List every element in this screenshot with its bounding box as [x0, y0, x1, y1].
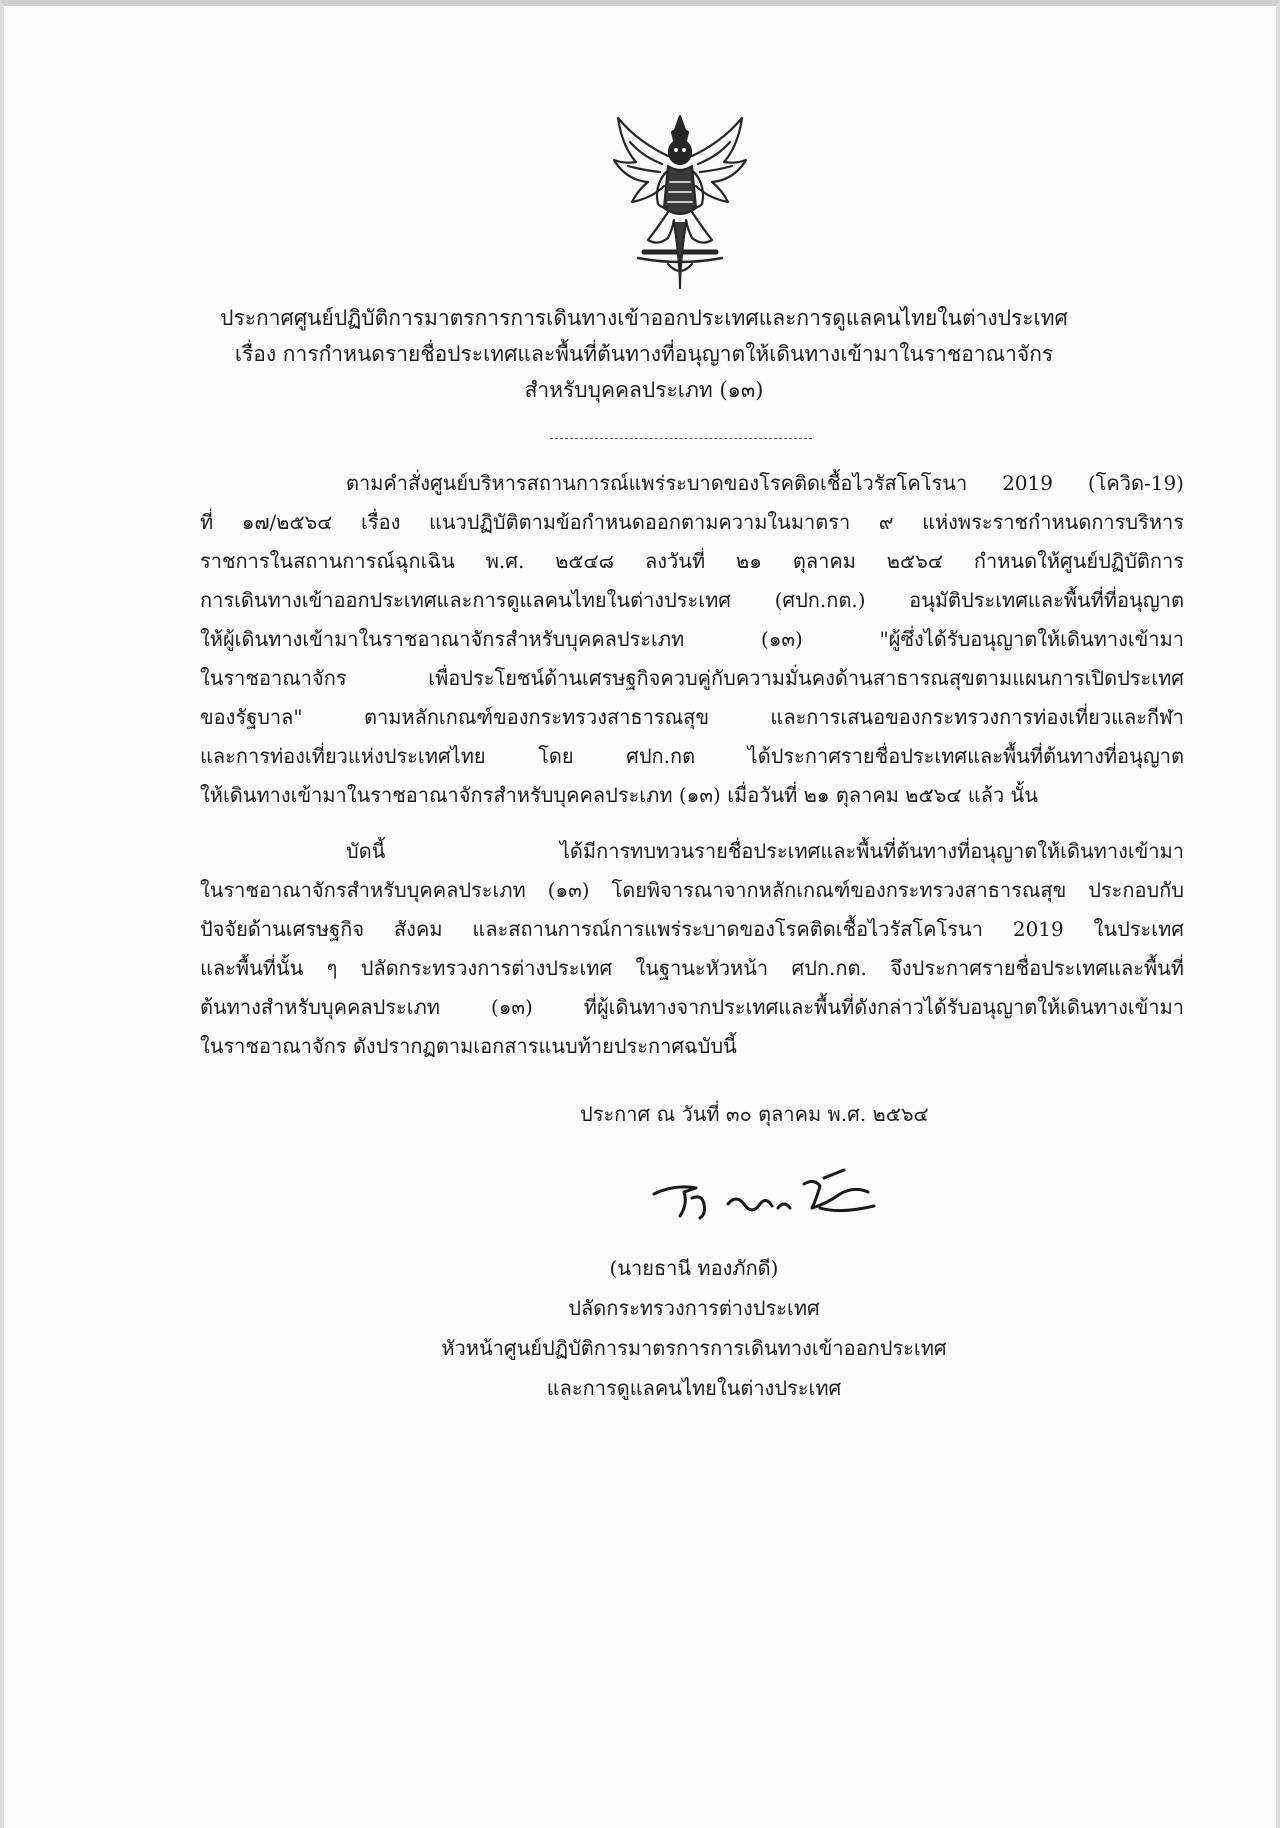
- heading-line-3: สำหรับบุคคลประเภท (๑๓): [524, 378, 764, 402]
- heading-divider: [550, 438, 812, 439]
- paragraph-1: [200, 464, 1184, 815]
- paragraph-1-line: ให้เดินทางเข้ามาในราชอาณาจักรสำหรับบุคคลประเภท (๑๓) เมื่อวันที่ ๒๑ ตุลาคม ๒๕๖๔ แล้ว นั้น: [200, 783, 1038, 807]
- paragraph-1-line: และการท่องเที่ยวแห่งประเทศไทย โดย ศปก.กต ได้ประกาศรายชื่อประเทศและพื้นที่ต้นทางที่อนุญาต: [200, 744, 1184, 768]
- signatory-title: ปลัดกระทรวงการต่างประเทศ: [568, 1296, 820, 1320]
- signatory-title: และการดูแลคนไทยในต่างประเทศ: [546, 1376, 842, 1400]
- signatory-block: [404, 1248, 984, 1408]
- paragraph-2-line: ในราชอาณาจักรสำหรับบุคคลประเภท (๑๓) โดยพิจารณาจากหลักเกณฑ์ของกระทรวงสาธารณสุข ประกอบกับ: [200, 878, 1184, 902]
- paragraph-2-line: ในราชอาณาจักร ดังปรากฏตามเอกสารแนบท้ายประกาศฉบับนี้: [200, 1034, 737, 1058]
- announcement-date: ประกาศ ณ วันที่ ๓๐ ตุลาคม พ.ศ. ๒๕๖๔: [580, 1102, 929, 1126]
- paragraph-1-line: ที่ ๑๗/๒๕๖๔ เรื่อง แนวปฏิบัติตามข้อกำหนดออกตามความในมาตรา ๙ แห่งพระราชกำหนดการบริหาร: [200, 510, 1184, 534]
- paragraph-2-line: ต้นทางสำหรับบุคคลประเภท (๑๓) ที่ผู้เดินทางจากประเทศและพื้นที่ดังกล่าวได้รับอนุญาตให้เดินทางเข้ามา: [200, 995, 1184, 1019]
- paragraph-2-line: และพื้นที่นั้น ๆ ปลัดกระทรวงการต่างประเทศ ในฐานะหัวหน้า ศปก.กต. จึงประกาศรายชื่อประเทศและพื้นที่: [200, 956, 1184, 980]
- paragraph-2-line: ปัจจัยด้านเศรษฐกิจ สังคม และสถานการณ์การแพร่ระบาดของโรคติดเชื้อไวรัสโคโรนา 2019 ในประเทศ: [200, 917, 1184, 941]
- heading-line-1: ประกาศศูนย์ปฏิบัติการมาตรการการเดินทางเข้าออกประเทศและการดูแลคนไทยในต่างประเทศ: [220, 306, 1068, 330]
- handwritten-signature: [644, 1164, 884, 1234]
- paragraph-1-line: ของรัฐบาล" ตามหลักเกณฑ์ของกระทรวงสาธารณสุข และการเสนอของกระทรวงการท่องเที่ยวและกีฬา: [200, 705, 1184, 729]
- paragraph-1-line: ในราชอาณาจักร เพื่อประโยชน์ด้านเศรษฐกิจควบคู่กับความมั่นคงด้านสาธารณสุขตามแผนการเปิดประเทศ: [200, 666, 1184, 690]
- paragraph-2: [200, 832, 1184, 1066]
- paragraph-1-line: ราชการในสถานการณ์ฉุกเฉิน พ.ศ. ๒๕๔๘ ลงวันที่ ๒๑ ตุลาคม ๒๕๖๔ กำหนดให้ศูนย์ปฏิบัติการ: [200, 549, 1184, 573]
- garuda-emblem-icon: [608, 112, 752, 292]
- paragraph-2-line: บัดนี้ ได้มีการทบทวนรายชื่อประเทศและพื้นที่ต้นทางที่อนุญาตให้เดินทางเข้ามา: [346, 839, 1184, 863]
- announcement-heading: [164, 300, 1124, 408]
- paragraph-1-line: ตามคำสั่งศูนย์บริหารสถานการณ์แพร่ระบาดของโรคติดเชื้อไวรัสโคโรนา 2019 (โควิด-19): [346, 471, 1184, 495]
- paragraph-1-line: การเดินทางเข้าออกประเทศและการดูแลคนไทยในต่างประเทศ (ศปก.กต.) อนุมัติประเทศและพื้นที่ที่อนุญาต: [200, 588, 1184, 612]
- signatory-name: (นายธานี ทองภักดี): [609, 1256, 779, 1280]
- heading-line-2: เรื่อง การกำหนดรายชื่อประเทศและพื้นที่ต้นทางที่อนุญาตให้เดินทางเข้ามาในราชอาณาจักร: [234, 342, 1054, 366]
- paragraph-1-line: ให้ผู้เดินทางเข้ามาในราชอาณาจักรสำหรับบุคคลประเภท (๑๓) "ผู้ซึ่งได้รับอนุญาตให้เดินทางเข้ามา: [200, 627, 1184, 651]
- signatory-title: หัวหน้าศูนย์ปฏิบัติการมาตรการการเดินทางเข้าออกประเทศ: [441, 1336, 947, 1360]
